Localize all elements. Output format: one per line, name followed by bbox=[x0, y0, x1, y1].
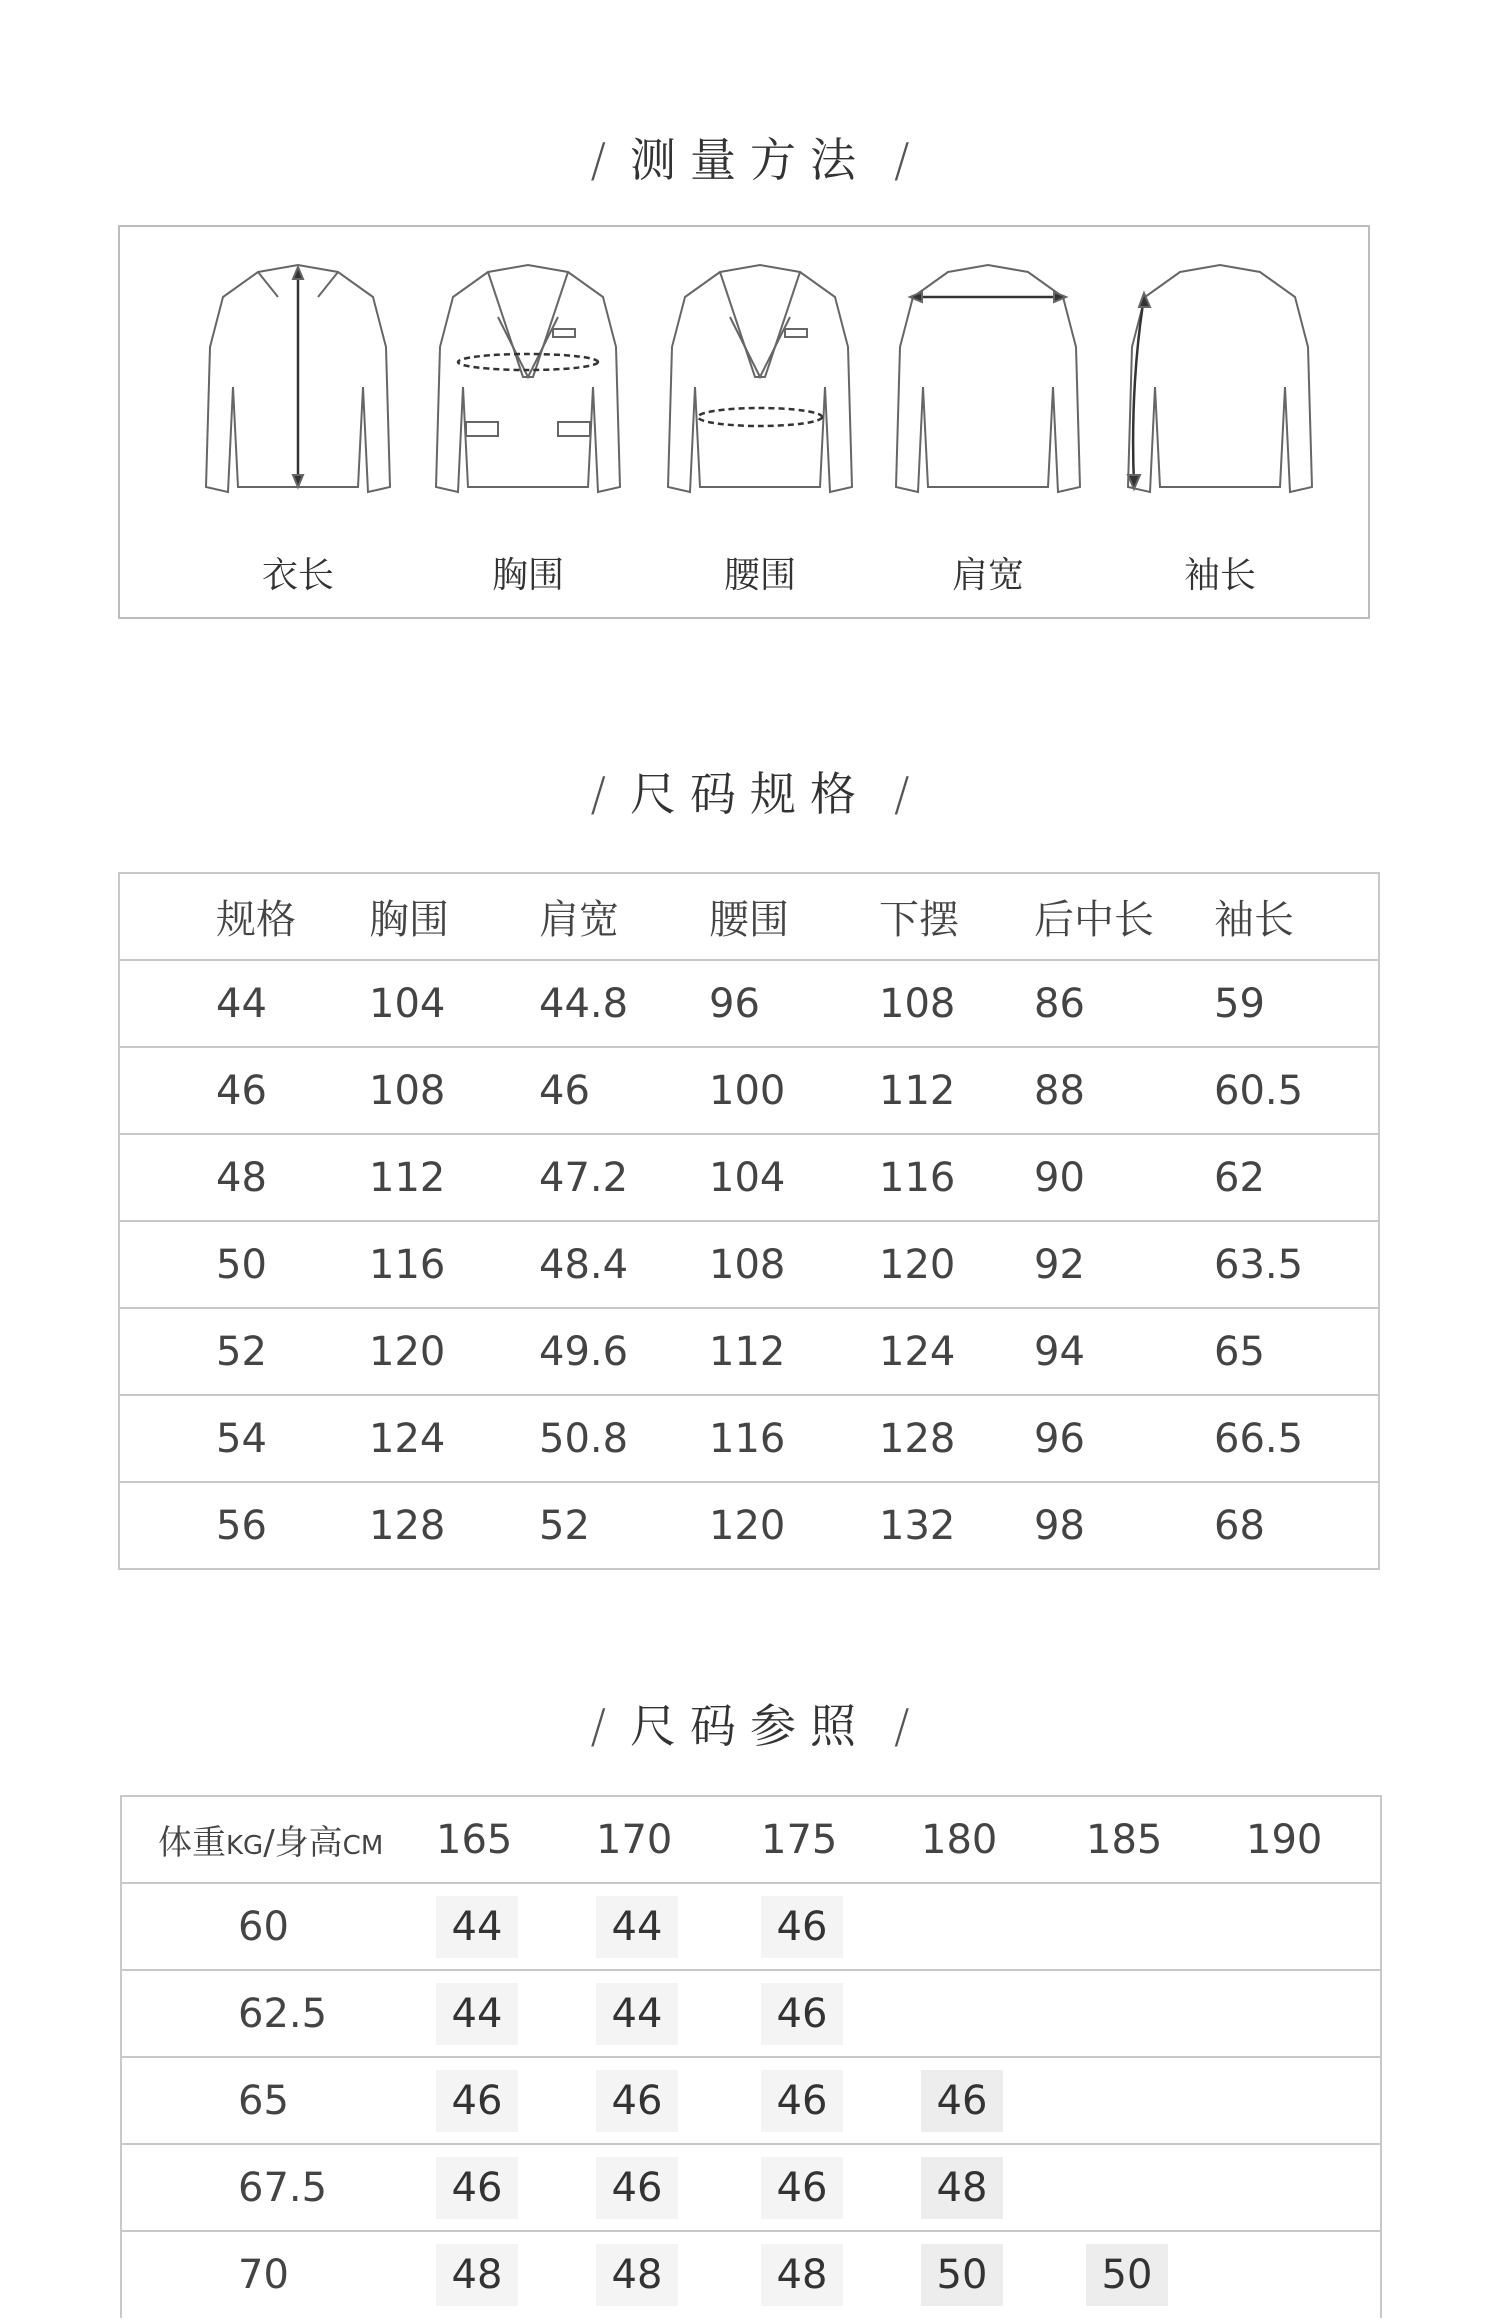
spec-cell: 98 bbox=[1034, 1482, 1214, 1569]
ref-size-cell bbox=[1246, 2231, 1381, 2318]
spec-header-cell: 后中长 bbox=[1034, 873, 1214, 960]
spec-row bbox=[119, 1395, 1379, 1482]
ref-size-cell bbox=[596, 2144, 761, 2231]
measure-label-sleeve: 袖长 bbox=[1183, 555, 1256, 596]
ref-size-value: 44 bbox=[436, 1896, 518, 1958]
ref-size-value: 48 bbox=[921, 2157, 1003, 2219]
spec-cell: 88 bbox=[1034, 1047, 1214, 1134]
ref-height-header: 170 bbox=[596, 1796, 761, 1883]
ref-size-cell bbox=[1246, 1883, 1381, 1970]
spec-header-cell: 胸围 bbox=[369, 873, 539, 960]
ref-size-cell bbox=[1086, 1883, 1246, 1970]
ref-corner-height-unit: CM bbox=[342, 1831, 384, 1861]
ref-size-value: 46 bbox=[761, 1983, 843, 2045]
ref-size-cell bbox=[1086, 2057, 1246, 2144]
spec-cell: 44 bbox=[119, 960, 369, 1047]
spec-header-row bbox=[119, 873, 1379, 960]
spec-cell: 124 bbox=[369, 1395, 539, 1482]
measure-label-length: 衣长 bbox=[261, 555, 334, 596]
spec-header-cell: 袖长 bbox=[1214, 873, 1379, 960]
spec-row bbox=[119, 1308, 1379, 1395]
spec-cell: 96 bbox=[709, 960, 879, 1047]
spec-cell: 108 bbox=[709, 1221, 879, 1308]
ref-size-value: 46 bbox=[596, 2070, 678, 2132]
spec-cell: 52 bbox=[539, 1482, 709, 1569]
ref-weight-cell: 67.5 bbox=[121, 2144, 436, 2231]
spec-header-cell: 下摆 bbox=[879, 873, 1034, 960]
spec-cell: 50.8 bbox=[539, 1395, 709, 1482]
ref-size-cell bbox=[596, 2057, 761, 2144]
ref-size-cell bbox=[761, 1970, 921, 2057]
spec-cell: 86 bbox=[1034, 960, 1214, 1047]
ref-corner-weight-unit: KG bbox=[226, 1831, 264, 1861]
ref-weight-cell: 60 bbox=[121, 1883, 436, 1970]
spec-row bbox=[119, 960, 1379, 1047]
spec-cell: 46 bbox=[539, 1047, 709, 1134]
spec-cell: 60.5 bbox=[1214, 1047, 1379, 1134]
ref-corner-weight: 体重 bbox=[158, 1823, 226, 1863]
ref-size-cell bbox=[436, 2144, 596, 2231]
spec-cell: 92 bbox=[1034, 1221, 1214, 1308]
ref-size-value: 46 bbox=[921, 2070, 1003, 2132]
spec-cell: 96 bbox=[1034, 1395, 1214, 1482]
ref-row bbox=[121, 1883, 1381, 1970]
size-reference-table bbox=[120, 1795, 1382, 2318]
spec-cell: 68 bbox=[1214, 1482, 1379, 1569]
ref-size-value: 46 bbox=[761, 2070, 843, 2132]
ref-height-header: 180 bbox=[921, 1796, 1086, 1883]
spec-cell: 116 bbox=[369, 1221, 539, 1308]
ref-section-title: / 尺码参照 / bbox=[590, 1699, 910, 1753]
spec-cell: 56 bbox=[119, 1482, 369, 1569]
ref-size-cell bbox=[1086, 1970, 1246, 2057]
spec-cell: 120 bbox=[369, 1308, 539, 1395]
ref-size-cell bbox=[436, 1883, 596, 1970]
spec-cell: 108 bbox=[369, 1047, 539, 1134]
ref-size-value: 48 bbox=[436, 2244, 518, 2306]
ref-size-cell bbox=[761, 1883, 921, 1970]
ref-row bbox=[121, 2144, 1381, 2231]
spec-cell: 120 bbox=[709, 1482, 879, 1569]
ref-size-cell bbox=[921, 2057, 1086, 2144]
spec-row bbox=[119, 1482, 1379, 1569]
spec-header-cell: 腰围 bbox=[709, 873, 879, 960]
measure-label-waist: 腰围 bbox=[723, 555, 796, 596]
spec-cell: 112 bbox=[369, 1134, 539, 1221]
jacket-shoulder-icon bbox=[888, 257, 1088, 507]
jacket-sleeve-icon bbox=[1120, 257, 1320, 507]
ref-size-value: 50 bbox=[921, 2244, 1003, 2306]
measurement-diagram bbox=[118, 225, 1370, 619]
ref-size-cell bbox=[1246, 1970, 1381, 2057]
ref-size-cell bbox=[436, 2231, 596, 2318]
ref-weight-cell: 70 bbox=[121, 2231, 436, 2318]
spec-cell: 49.6 bbox=[539, 1308, 709, 1395]
spec-cell: 124 bbox=[879, 1308, 1034, 1395]
ref-size-cell bbox=[761, 2231, 921, 2318]
ref-size-value: 48 bbox=[596, 2244, 678, 2306]
ref-size-cell bbox=[921, 2231, 1086, 2318]
spec-cell: 128 bbox=[369, 1482, 539, 1569]
spec-cell: 50 bbox=[119, 1221, 369, 1308]
spec-cell: 94 bbox=[1034, 1308, 1214, 1395]
spec-cell: 116 bbox=[879, 1134, 1034, 1221]
spec-cell: 59 bbox=[1214, 960, 1379, 1047]
spec-cell: 90 bbox=[1034, 1134, 1214, 1221]
ref-weight-cell: 62.5 bbox=[121, 1970, 436, 2057]
spec-cell: 62 bbox=[1214, 1134, 1379, 1221]
ref-size-value: 46 bbox=[436, 2070, 518, 2132]
ref-row bbox=[121, 2057, 1381, 2144]
ref-corner-cell bbox=[121, 1796, 436, 1883]
ref-size-cell bbox=[761, 2057, 921, 2144]
ref-size-value: 46 bbox=[761, 1896, 843, 1958]
spec-cell: 128 bbox=[879, 1395, 1034, 1482]
spec-cell: 100 bbox=[709, 1047, 879, 1134]
spec-header-cell: 规格 bbox=[119, 873, 369, 960]
spec-header-cell: 肩宽 bbox=[539, 873, 709, 960]
ref-header-row bbox=[121, 1796, 1381, 1883]
spec-cell: 65 bbox=[1214, 1308, 1379, 1395]
spec-cell: 63.5 bbox=[1214, 1221, 1379, 1308]
size-spec-table bbox=[118, 872, 1380, 1570]
spec-cell: 54 bbox=[119, 1395, 369, 1482]
ref-size-cell bbox=[596, 1970, 761, 2057]
spec-cell: 66.5 bbox=[1214, 1395, 1379, 1482]
spec-cell: 112 bbox=[709, 1308, 879, 1395]
ref-size-cell bbox=[596, 2231, 761, 2318]
spec-cell: 104 bbox=[709, 1134, 879, 1221]
spec-cell: 112 bbox=[879, 1047, 1034, 1134]
ref-size-cell bbox=[436, 1970, 596, 2057]
spec-row bbox=[119, 1221, 1379, 1308]
spec-cell: 120 bbox=[879, 1221, 1034, 1308]
ref-size-cell bbox=[596, 1883, 761, 1970]
ref-size-cell bbox=[921, 1883, 1086, 1970]
ref-size-value: 44 bbox=[596, 1983, 678, 2045]
ref-height-header: 175 bbox=[761, 1796, 921, 1883]
ref-corner-height: 身高 bbox=[274, 1823, 343, 1863]
spec-cell: 116 bbox=[709, 1395, 879, 1482]
spec-cell: 44.8 bbox=[539, 960, 709, 1047]
ref-size-value: 44 bbox=[596, 1896, 678, 1958]
ref-row bbox=[121, 2231, 1381, 2318]
jacket-chest-icon bbox=[428, 257, 628, 507]
measure-section-title: / 测量方法 / bbox=[590, 133, 910, 187]
spec-cell: 52 bbox=[119, 1308, 369, 1395]
ref-size-cell bbox=[761, 2144, 921, 2231]
ref-size-value: 46 bbox=[596, 2157, 678, 2219]
spec-cell: 132 bbox=[879, 1482, 1034, 1569]
spec-cell: 104 bbox=[369, 960, 539, 1047]
ref-height-header: 190 bbox=[1246, 1796, 1381, 1883]
ref-corner-sep: / bbox=[263, 1823, 275, 1863]
spec-row bbox=[119, 1047, 1379, 1134]
jacket-waist-icon bbox=[660, 257, 860, 507]
ref-size-cell bbox=[921, 2144, 1086, 2231]
spec-cell: 48.4 bbox=[539, 1221, 709, 1308]
spec-row bbox=[119, 1134, 1379, 1221]
jacket-length-icon bbox=[198, 257, 398, 507]
ref-size-value: 46 bbox=[436, 2157, 518, 2219]
ref-height-header: 165 bbox=[436, 1796, 596, 1883]
ref-size-value: 46 bbox=[761, 2157, 843, 2219]
spec-cell: 47.2 bbox=[539, 1134, 709, 1221]
spec-cell: 108 bbox=[879, 960, 1034, 1047]
spec-cell: 48 bbox=[119, 1134, 369, 1221]
ref-row bbox=[121, 1970, 1381, 2057]
ref-size-cell bbox=[1246, 2057, 1381, 2144]
ref-size-cell bbox=[1086, 2144, 1246, 2231]
ref-height-header: 185 bbox=[1086, 1796, 1246, 1883]
ref-size-value: 48 bbox=[761, 2244, 843, 2306]
ref-size-value: 50 bbox=[1086, 2244, 1168, 2306]
measure-label-shoulder: 肩宽 bbox=[951, 555, 1024, 596]
measure-label-chest: 胸围 bbox=[491, 555, 564, 596]
ref-size-cell bbox=[436, 2057, 596, 2144]
ref-size-cell bbox=[1086, 2231, 1246, 2318]
ref-weight-cell: 65 bbox=[121, 2057, 436, 2144]
spec-section-title: / 尺码规格 / bbox=[590, 767, 910, 821]
ref-size-cell bbox=[921, 1970, 1086, 2057]
ref-size-cell bbox=[1246, 2144, 1381, 2231]
spec-cell: 46 bbox=[119, 1047, 369, 1134]
ref-size-value: 44 bbox=[436, 1983, 518, 2045]
